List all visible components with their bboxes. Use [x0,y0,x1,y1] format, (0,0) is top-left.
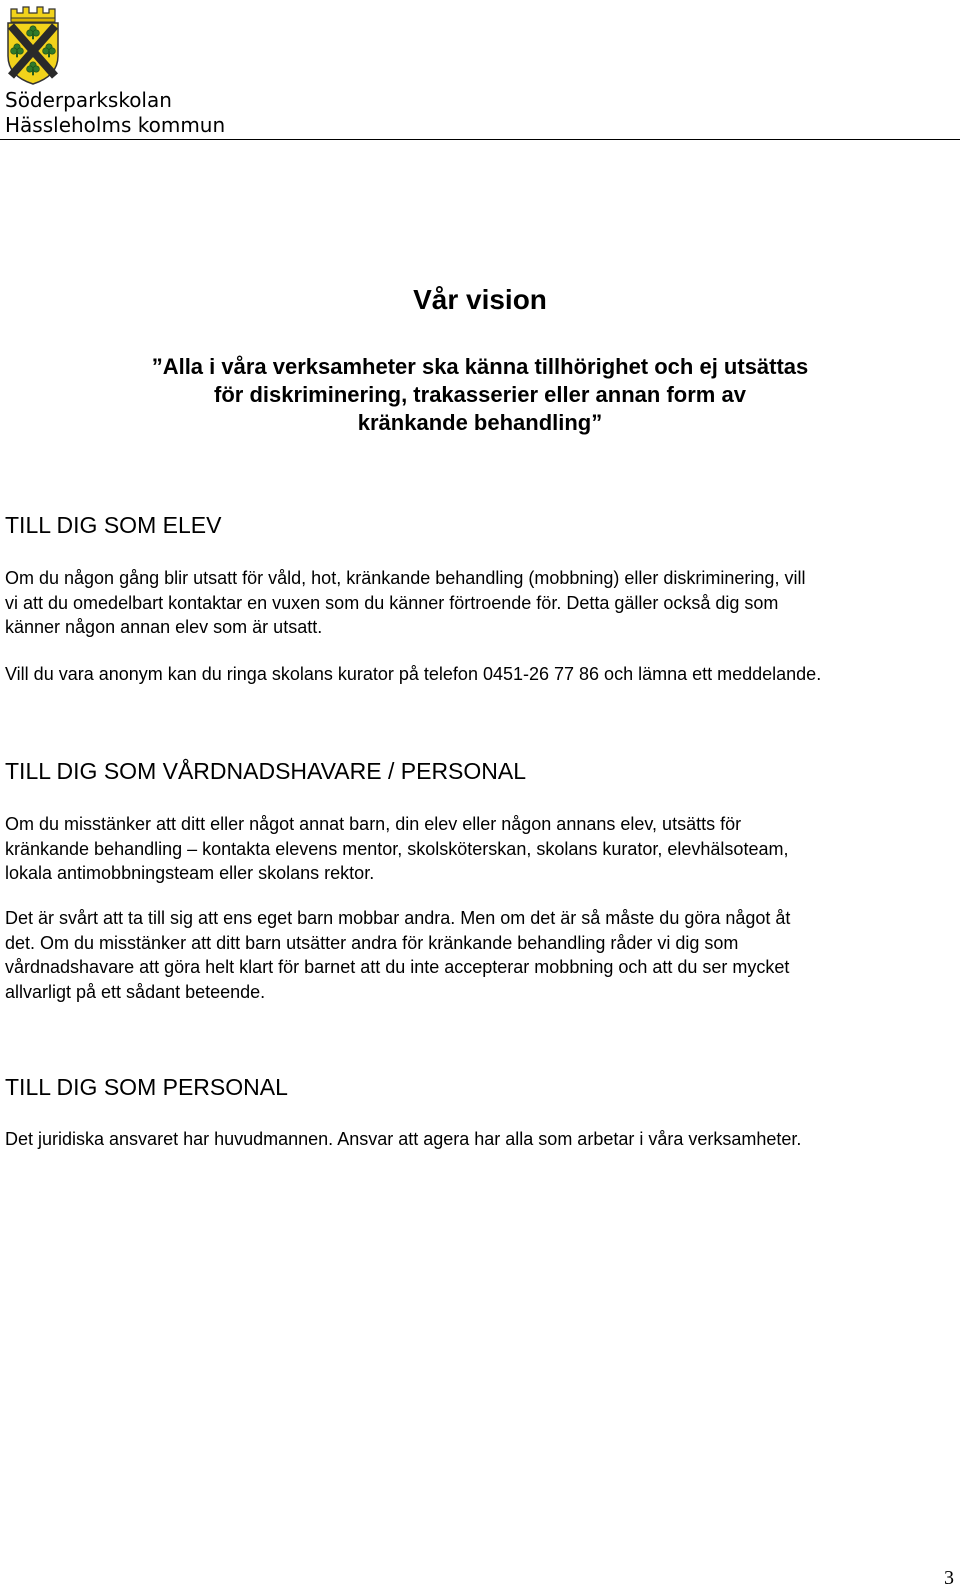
vision-statement-line: ”Alla i våra verksamheter ska känna tillhörighet och ej utsättas [151,354,809,379]
paragraph-line: lokala antimobbningsteam eller skolans rektor. [5,863,375,883]
municipality-name: Hässleholms kommun [5,113,226,137]
paragraph-line: vi att du omedelbart kontaktar en vuxen som du känner förtroende för. Detta gäller också dig som [5,592,779,613]
paragraph-line: Vill du vara anonym kan du ringa skolans kurator på telefon 0451-26 77 86 och lämna ett meddelande. [5,664,822,684]
vision-statement-line: kränkande behandling” [357,410,603,435]
paragraph-line: Det juridiska ansvaret har huvudmannen. Ansvar att agera har alla som arbetar i våra verksamheter. [5,1129,802,1149]
paragraph-guardian-own-child [5,906,955,1004]
paragraph-student-incident [5,566,955,640]
paragraph-line: Om du någon gång blir utsatt för våld, hot, kränkande behandling (mobbning) eller diskriminering, vill [5,568,806,588]
vision-statement-line: för diskriminering, trakasserier eller annan form av [214,382,746,407]
paragraph-guardian-suspicion [5,812,955,886]
paragraph-student-anonymous [5,662,955,687]
section-heading-student: TILL DIG SOM ELEV [5,512,222,538]
vision-title: Vår vision [413,284,547,315]
paragraph-line: det. Om du misstänker att ditt barn utsätter andra för kränkande behandling råder vi dig som [5,932,739,953]
paragraph-line: Det är svårt att ta till sig att ens eget barn mobbar andra. Men om det är så måste du göra något åt [5,908,791,928]
paragraph-line: Om du misstänker att ditt eller något annat barn, din elev eller någon annans elev, utsätts för [5,814,742,834]
page-number: 3 [944,1567,954,1589]
page-header [0,0,960,141]
vision-statement [60,353,900,437]
paragraph-staff-responsibility [5,1127,955,1152]
school-crest-logo [5,4,61,86]
paragraph-line: känner någon annan elev som är utsatt. [5,617,323,637]
section-heading-staff: TILL DIG SOM PERSONAL [5,1074,288,1100]
paragraph-line: vårdnadshavare att göra helt klart för barnet att du inte accepterar mobbning och att du ser mycket [5,957,790,977]
paragraph-line: kränkande behandling – kontakta elevens mentor, skolsköterskan, skolans kurator, elevhälsoteam, [5,838,789,859]
school-name: Söderparkskolan [5,88,172,112]
paragraph-line: allvarligt på ett sådant beteende. [5,981,266,1002]
header-divider [0,139,960,140]
section-heading-guardian-staff: TILL DIG SOM VÅRDNADSHAVARE / PERSONAL [5,758,527,784]
